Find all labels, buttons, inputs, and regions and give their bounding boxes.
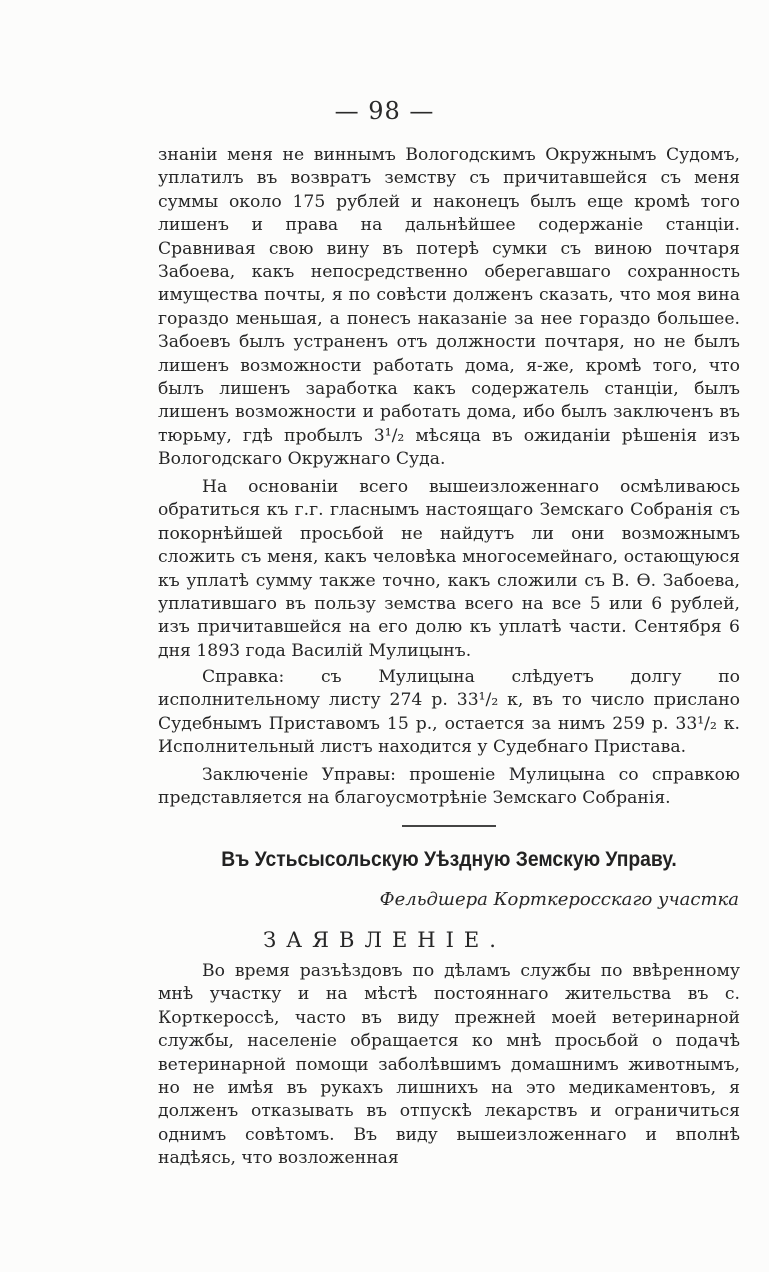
paragraph-conclusion-block — [158, 764, 740, 811]
paragraph-petition-block — [158, 476, 740, 663]
paragraph-continuation: знаніи меня не виннымъ Вологодскимъ Окружнымъ Судомъ, уплатилъ въ возвратъ земству съ причитавшейся съ меня суммы около 175 рублей и наконецъ былъ еще кромѣ того лишенъ и права на дальнѣйшее содержаніе станціи. Сравнивая свою вину въ потерѣ сумки съ виною почтаря Забоева, какъ непосредственно оберегавшаго сохранность имущества почты, я по совѣсти долженъ сказать, что моя вина гораздо меньшая, а понесъ наказаніе за нее гораздо большее. Забоевъ былъ устраненъ отъ должности почтаря, но не былъ лишенъ возможности работать дома, я-же, кромѣ того, что былъ лишенъ заработка какъ содержатель станціи, былъ лишенъ возможности и работать дома, ибо былъ заключенъ въ тюрьму, гдѣ пробылъ 3¹/₂ мѣсяца въ ожиданіи рѣшенія изъ Вологодскаго Окружнаго Суда. — [158, 145, 740, 470]
paragraph-reference-block — [158, 666, 740, 760]
paragraph-statement-block — [158, 960, 740, 1171]
paragraph-statement: Во время разъѣздовъ по дѣламъ службы по ввѣренному мнѣ участку и на мѣстѣ постояннаго жительства въ с. Корткероссѣ, часто въ виду прежней моей ветеринарной службы, населеніе обращается ко мнѣ просьбой о подачѣ ветеринарной помощи заболѣвшимъ домашнимъ животнымъ, но не имѣя въ рукахъ лишнихъ на это медикаментовъ, я долженъ отказывать въ отпускѣ лекарствъ и ограничиться однимъ совѣтомъ. Въ виду вышеизложеннаго и вполнѣ надѣясь, что возложенная — [158, 961, 740, 1169]
section-divider — [402, 825, 496, 827]
paragraph-petition: На основаніи всего вышеизложеннаго осмѣливаюсь обратиться къ г.г. гласнымъ настоящаго Земскаго Собранія съ покорнѣйшей просьбой не найдутъ ли они возможнымъ сложить съ меня, какъ человѣка многосемейнаго, остающуюся къ уплатѣ сумму также точно, какъ сложили съ В. Ѳ. Забоева, уплатившаго въ пользу земства всего на все 5 или 6 рублей, изъ причитавшейся на его долю къ уплатѣ части. Сентября 6 дня 1893 года Василій Мулицынъ. — [158, 477, 740, 661]
paragraph-reference: Справка: съ Мулицына слѣдуетъ долгу по исполнительному листу 274 р. 33¹/₂ к, въ то число прислано Судебнымъ Приставомъ 15 р., остается за нимъ 259 р. 33¹/₂ к. Исполнительный листъ находится у Судебнаго Пристава. — [158, 667, 740, 758]
paragraph-continuation-block — [158, 144, 740, 472]
paragraph-conclusion: Заключеніе Управы: прошеніе Мулицына со справкою представляется на благоусмотрѣніе Земскаго Собранія. — [158, 765, 740, 809]
page-number: — 98 — — [334, 97, 435, 125]
section-heading: Въ Устьсысольскую Уѣздную Земскую Управу. — [221, 848, 677, 871]
document-title: ЗАЯВЛЕНІЕ. — [263, 928, 506, 952]
section-subtitle: Фельдшера Корткеросскаго участка — [379, 889, 739, 910]
